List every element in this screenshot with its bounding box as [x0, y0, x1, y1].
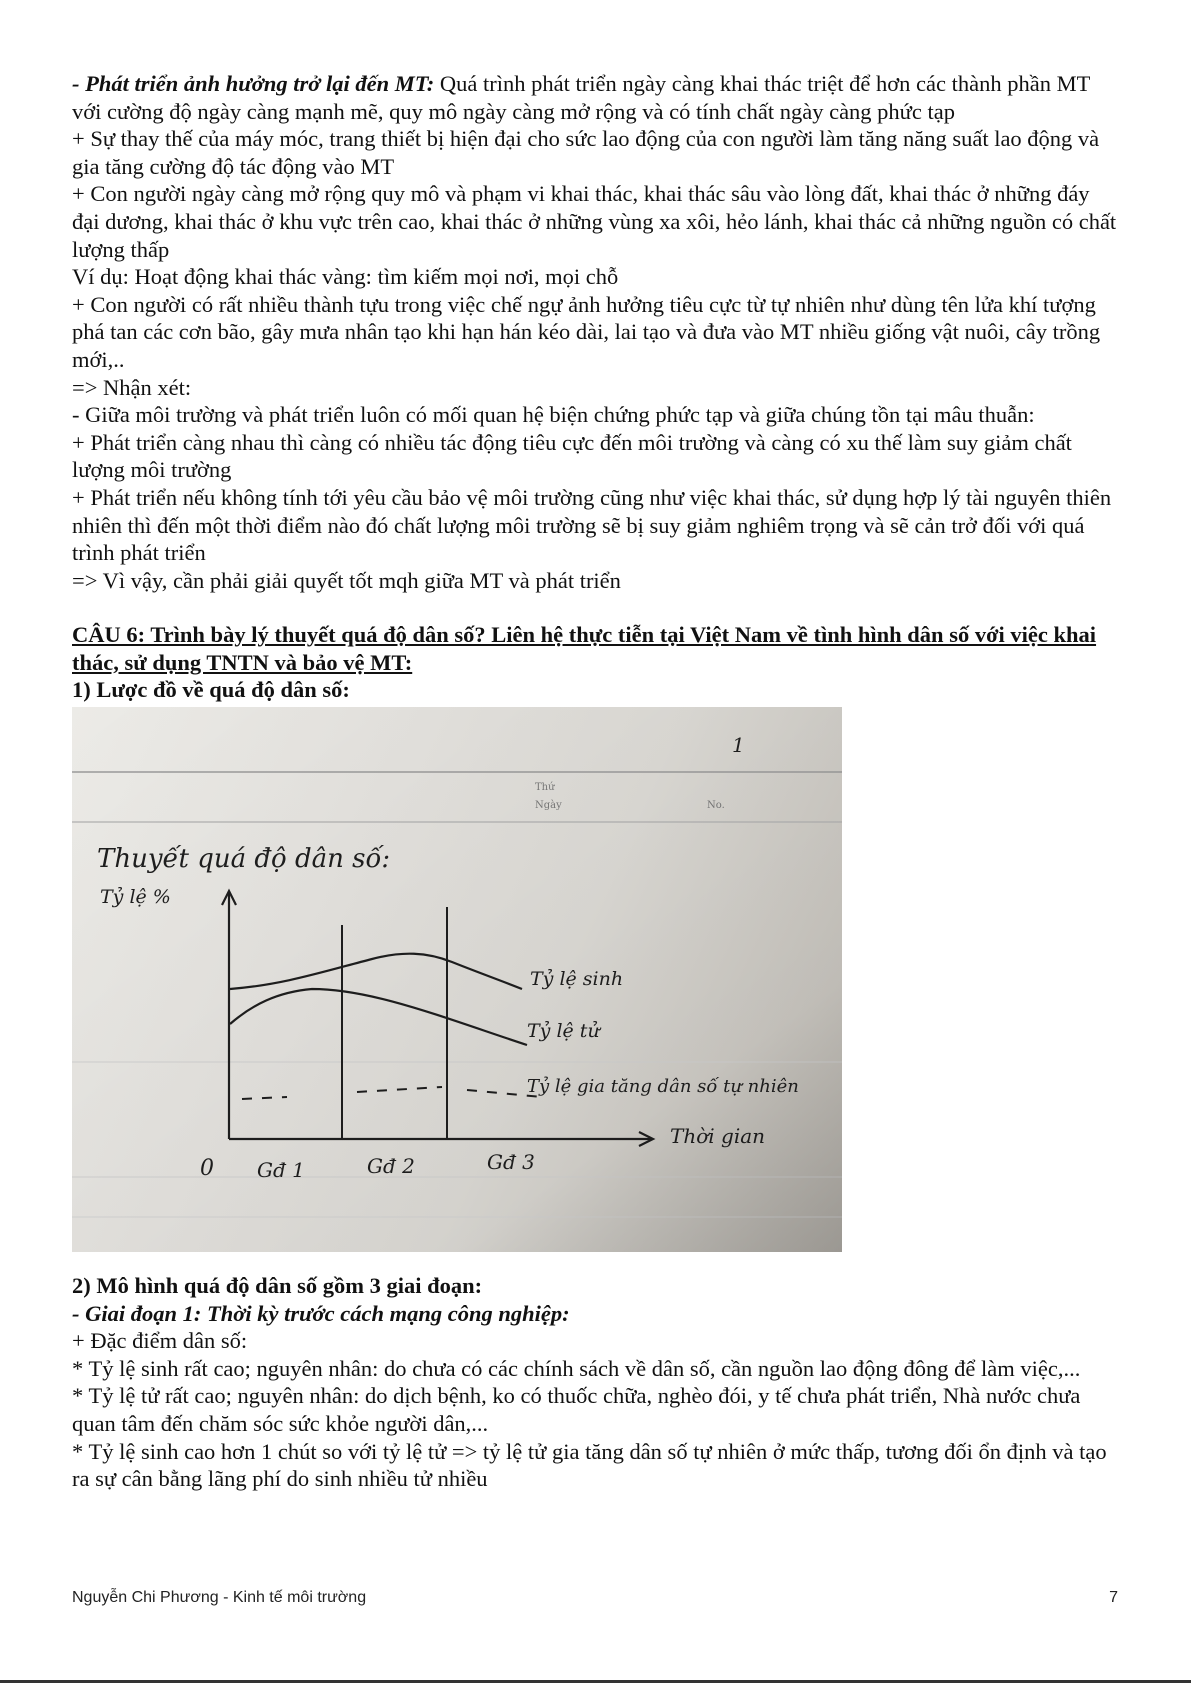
subheading-diagram: 1) Lược đồ về quá độ dân số: — [72, 677, 350, 703]
section-2-title: 2) Mô hình quá độ dân số gồm 3 giai đoạn: — [72, 1273, 483, 1299]
paragraph-development-impact — [72, 70, 1122, 125]
document-body — [72, 70, 1122, 1493]
paragraph-example: Ví dụ: Hoạt động khai thác vàng: tìm kiếm mọi nơi, mọi chỗ — [72, 264, 619, 290]
bullet-birth: * Tỷ lệ sinh rất cao; nguyên nhân: do chưa có các chính sách về dân số, cần nguồn lao động đông để làm việc,... — [72, 1355, 1081, 1381]
footer-author: Nguyễn Chi Phương - Kinh tế môi trường — [72, 1589, 367, 1606]
lead-text: Quá trình phát triển ngày càng khai thác triệt để hơn các thành phần MT với cường độ ngày càng mạnh mẽ, quy mô ngày càng mở rộng và có tính chất ngày càng phức tạp — [72, 71, 1090, 124]
footer-page-number: 7 — [1109, 1589, 1118, 1606]
paragraph-machines: + Sự thay thế của máy móc, trang thiết bị hiện đại cho sức lao động của con người làm tăng năng suất lao động và gia tăng cường độ tác động vào MT — [72, 126, 1100, 179]
lead-bold: - Phát triển ảnh hưởng trở lại đến MT: — [72, 71, 435, 96]
paragraph-achievements: + Con người có rất nhiều thành tựu trong việc chế ngự ảnh hưởng tiêu cực từ tự nhiên như dùng tên lửa khí tượng phá tan các cơn bão, gây mưa nhân tạo khi hạn hán kéo dài, lai tạo và đưa vào MT nhiều giống vật nuôi, cây trồng mới,.. — [72, 291, 1101, 372]
stage-1-title: - Giai đoạn 1: Thời kỳ trước cách mạng công nghiệp: — [72, 1300, 570, 1326]
handwritten-diagram-photo — [72, 707, 842, 1252]
bottom-rule — [0, 1680, 1191, 1683]
bullet-death: * Tỷ lệ tử rất cao; nguyên nhân: do dịch bệnh, ko có thuốc chữa, nghèo đói, y tế chưa phát triển, Nhà nước chưa quan tâm đến chăm sóc sức khỏe người dân,... — [72, 1383, 1081, 1437]
question-6-title: CÂU 6: Trình bày lý thuyết quá độ dân số? Liên hệ thực tiễn tại Việt Nam về tình hình dân số với việc khai thác, sử dụng TNTN và bảo vệ MT: — [72, 622, 1097, 675]
paragraph-conclusion: => Vì vậy, cần phải giải quyết tốt mqh giữa MT và phát triển — [72, 567, 621, 593]
paragraph-remark: => Nhận xét: — [72, 374, 192, 400]
features-heading: + Đặc điểm dân số: — [72, 1328, 248, 1354]
paragraph-expansion: + Con người ngày càng mở rộng quy mô và phạm vi khai thác, khai thác sâu vào lòng đất, khai thác ở những đáy đại dương, khai thác ở khu vực trên cao, khai thác ở những vùng xa xôi, hẻo lánh, khai thác cả những nguồn có chất lượng thấp — [72, 181, 1117, 262]
paragraph-negative: + Phát triển càng nhau thì càng có nhiều tác động tiêu cực đến môi trường và càng có xu thế làm suy giảm chất lượng môi trường — [72, 429, 1072, 483]
paragraph-dialectic: - Giữa môi trường và phát triển luôn có mối quan hệ biện chứng phức tạp và giữa chúng tồn tại mâu thuẫn: — [72, 402, 1035, 428]
paragraph-degradation: + Phát triển nếu không tính tới yêu cầu bảo vệ môi trường cũng như việc khai thác, sử dụng hợp lý tài nguyên thiên nhiên thì đến một thời điểm nào đó chất lượng môi trường sẽ bị suy giảm nghiêm trọng và sẽ cản trở đối với quá trình phát triển — [72, 484, 1112, 566]
bullet-balance: * Tỷ lệ sinh cao hơn 1 chút so với tỷ lệ tử => tỷ lệ tử gia tăng dân số tự nhiên ở mức thấp, tương đối ổn định và tạo ra sự cân bằng lãng phí do sinh nhiều tử nhiều — [72, 1438, 1107, 1492]
